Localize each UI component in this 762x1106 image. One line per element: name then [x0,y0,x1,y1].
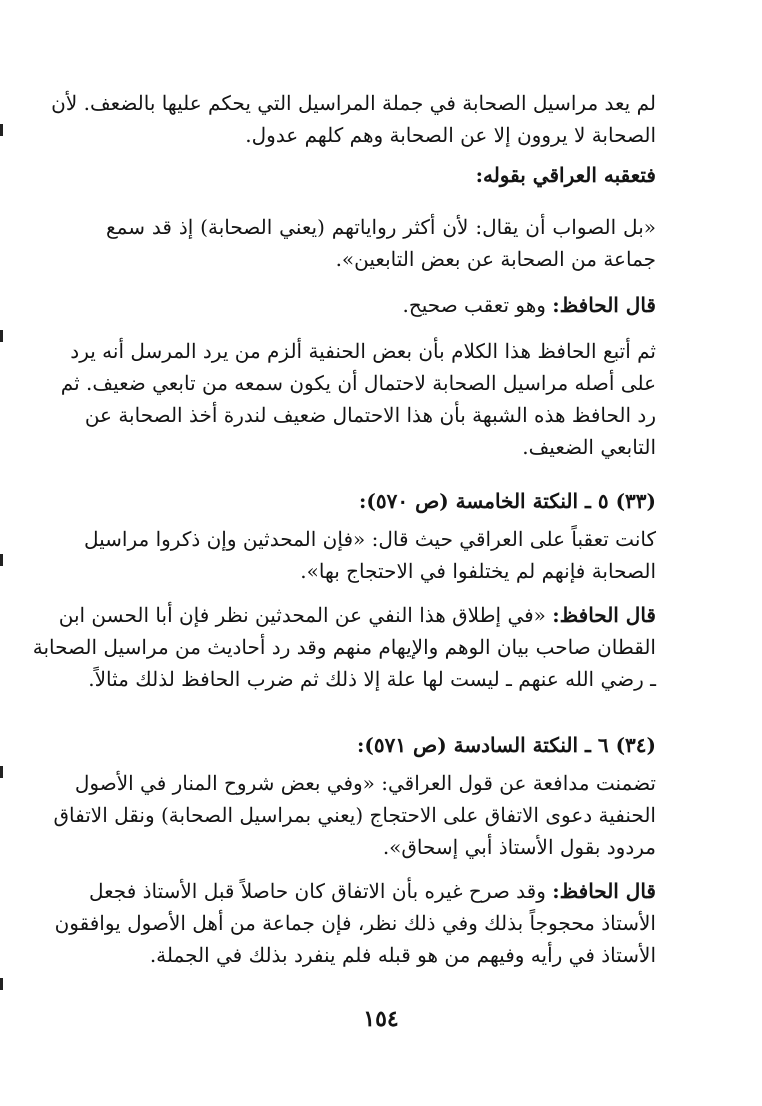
remark-text: «في إطلاق هذا النفي عن المحدثين نظر فإن أبا الحسن ابن [58,603,553,627]
remark-text: وهو تعقب صحيح. [402,293,553,317]
margin-mark [0,124,3,136]
section-heading [106,486,656,516]
section-heading-text: (٣٤) ٦ ـ النكتة السادسة (ص ٥٧١): [356,733,656,757]
quote-line: جماعة من الصحابة عن بعض التابعين». [335,247,656,271]
text-line: ثم أتبع الحافظ هذا الكلام بأن بعض الحنفية ألزم من يرد المرسل أنه يرد [70,339,656,363]
section-heading [106,730,656,760]
text-line: رد الحافظ هذه الشبهة بأن هذا الاحتمال ضعيف لندرة أخذ الصحابة عن [84,403,656,427]
quote-line: «بل الصواب أن يقال: لأن أكثر رواياتهم (يعني الصحابة) إذ قد سمع [106,215,656,239]
text-line: القطان صاحب بيان الوهم والإيهام منهم وقد رد أحاديث من مراسيل الصحابة [32,635,656,659]
hafiz-label: قال الحافظ: [552,293,656,317]
text-line: الصحابة لا يروون إلا عن الصحابة وهم كلهم عدول. [245,123,656,147]
text-line: تضمنت مدافعة عن قول العراقي: «وفي بعض شروح المنار في الأصول [74,771,656,795]
text-line: الأستاذ محجوجاً بذلك وفي ذلك نظر، فإن جماعة من أهل الأصول يوافقون [54,911,656,935]
text-line: كانت تعقباً على العراقي حيث قال: «فإن المحدثين وإن ذكروا مراسيل [83,527,656,551]
margin-mark [0,554,3,566]
page-number: ١٥٤ [363,1006,399,1032]
margin-mark [0,978,3,990]
text-line: ـ رضي الله عنهم ـ ليست لها علة إلا ذلك ثم ضرب الحافظ لذلك مثالاً. [88,667,656,691]
margin-mark [0,766,3,778]
hafiz-remark [88,876,656,906]
hafiz-remark [58,600,656,630]
subheading-text: فتعقبه العراقي بقوله: [475,163,656,187]
text-line: على أصله مراسيل الصحابة لاحتمال أن يكون سمعه من تابعي ضعيف. ثم [60,371,656,395]
subheading [126,160,656,190]
hafiz-label: قال الحافظ: [552,879,656,903]
text-line: الصحابة فإنهم لم يختلفوا في الاحتجاج بها». [300,559,656,583]
text-line: لم يعد مراسيل الصحابة في جملة المراسيل التي يحكم عليها بالضعف. لأن [51,91,656,115]
remark-text: وقد صرح غيره بأن الاتفاق كان حاصلاً قبل الأستاذ فجعل [88,879,553,903]
margin-mark [0,330,3,342]
text-line: التابعي الضعيف. [522,435,656,459]
hafiz-remark [126,290,656,320]
text-line: الحنفية دعوى الاتفاق على الاحتجاج (يعني بمراسيل الصحابة) ونقل الاتفاق [53,803,656,827]
text-line: مردود بقول الأستاذ أبي إسحاق». [382,835,656,859]
text-line: الأستاذ في رأيه وفيهم من هو قبله فلم ينفرد بذلك في الجملة. [149,943,656,967]
hafiz-label: قال الحافظ: [552,603,656,627]
section-heading-text: (٣٣) ٥ ـ النكتة الخامسة (ص ٥٧٠): [359,489,656,513]
